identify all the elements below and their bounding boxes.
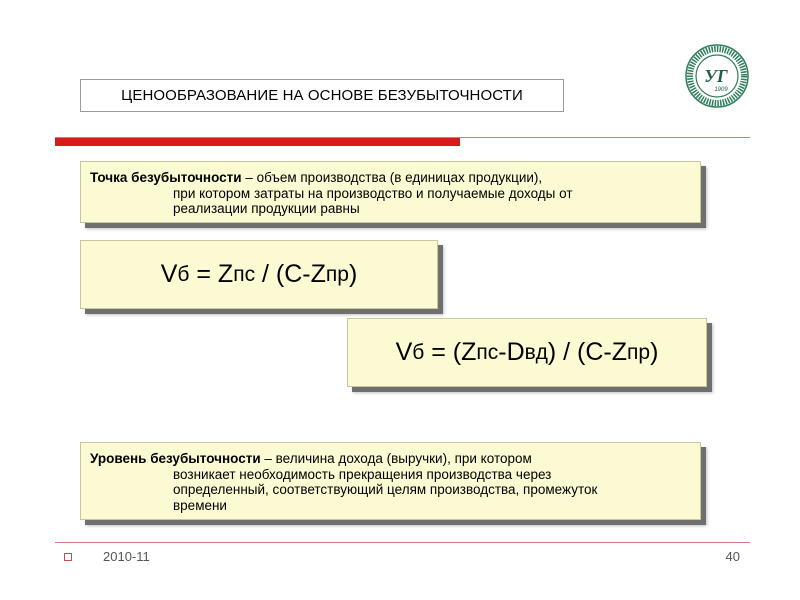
formula-2-eq: = ( [424,338,462,366]
break-even-level-line3: определенный, соответствующий целям производства, промежуток [173,482,598,497]
formula-1-z2: Z [310,260,326,288]
page-title-text: ЦЕНООБРАЗОВАНИЕ НА ОСНОВЕ БЕЗУБЫТОЧНОСТИ [121,87,523,104]
formula-2-close: ) [650,338,659,366]
break-even-level-definition [80,442,701,520]
formula-2-rest: ) / (C- [547,338,612,366]
break-even-point-definition [80,161,701,223]
bottom-divider-line [55,542,750,543]
formula-1-z2-sub: пр [325,262,349,286]
break-even-point-line1: – объем производства (в единицах продукции), [241,170,543,185]
formula-1-v-sub: б [177,262,190,286]
formula-2-minus: - [498,338,507,366]
page-number: 40 [725,549,740,564]
formula-2-d-sub: вд [524,340,548,364]
break-even-point-line2: при котором затраты на производство и получаемые доходы от [173,185,573,201]
break-even-level-line2: возникает необходимость прекращения производства через [173,466,552,482]
formula-2-z-sub: пс [476,340,499,364]
page-title [80,79,564,112]
formula-2-z2-sub: пр [627,340,651,364]
formula-2-z2: Z [611,338,628,366]
formula-2-v: V [395,338,413,366]
formula-1-z: Z [217,260,234,288]
formula-1-close: ) [348,260,358,288]
logo-letters: УГ [704,66,728,86]
formula-1-eq: = [189,260,218,288]
formula-1-v: V [160,260,178,288]
university-seal-icon [685,44,749,108]
break-even-level-line1: – величина дохода (выручки), при котором [260,451,532,466]
top-accent-bar [55,138,460,146]
square-bullet-icon [64,553,72,561]
footer-date: 2010-11 [103,549,150,564]
formula-1-rest: / (C- [255,260,311,288]
logo-year: 1909 [714,87,728,93]
formula-2-d: D [506,338,525,366]
formula-2-z: Z [461,338,477,366]
formula-1-z-sub: пс [233,262,256,286]
formula-2 [348,319,706,386]
formula-2-v-sub: б [412,340,425,364]
break-even-level-line4: времени [173,497,227,513]
formula-box-1 [80,240,438,309]
formula-box-2 [347,318,707,387]
break-even-point-line3: реализации продукции равны [173,201,360,216]
break-even-level-term: Уровень безубыточности [90,451,261,466]
formula-1 [81,241,437,308]
break-even-point-term: Точка безубыточности [90,170,242,185]
